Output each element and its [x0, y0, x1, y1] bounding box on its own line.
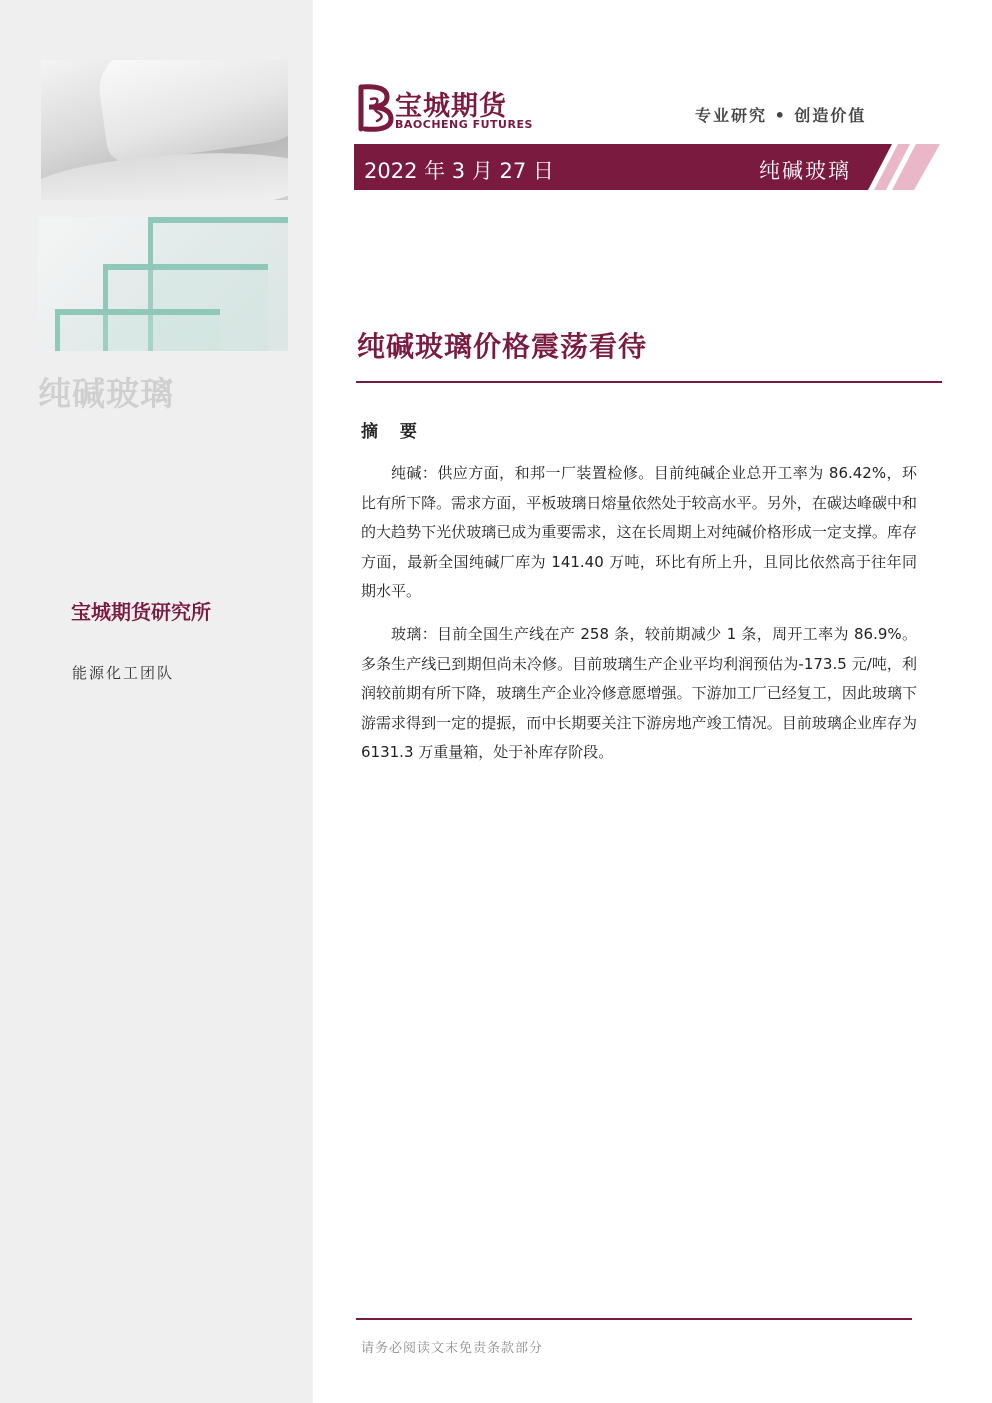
sidebar-title: 纯碱玻璃	[38, 374, 174, 413]
slogan: 专业研究 • 创造价值	[695, 106, 867, 125]
disclaimer-note: 请务必阅读文末免责条款部分	[361, 1341, 544, 1356]
sidebar	[0, 0, 313, 1403]
cover-photo-glass	[38, 217, 288, 351]
photo-fold	[94, 60, 288, 165]
report-category: 纯碱玻璃	[759, 159, 851, 183]
abstract-paragraph-glass: 玻璃：目前全国生产线在产 258 条，较前期减少 1 条，周开工率为 86.9%。多条生产线已到期但尚未冷修。目前玻璃生产企业平均利润预估为-173.5 元/吨，利润较前期有所下降，玻璃生产企业冷修意愿增强。下游加工厂已经复工，因此玻璃下游需求得到一定的提振，而中长期要关注下游房地产竣工情况。目前玻璃企业库存为 6131.3 万重量箱，处于补库存阶段。	[361, 625, 917, 761]
title-divider	[356, 381, 942, 383]
logo-text-cn: 宝城期货	[395, 91, 507, 122]
abstract-heading: 摘 要	[361, 422, 425, 442]
logo-text-en: BAOCHENG FUTURES	[395, 118, 533, 131]
glass-pane	[55, 309, 220, 351]
footer-divider	[356, 1318, 912, 1320]
institute-name: 宝城期货研究所	[71, 600, 211, 624]
team-name: 能源化工团队	[72, 664, 175, 682]
report-date: 2022 年 3 月 27 日	[364, 159, 554, 183]
report-title: 纯碱玻璃价格震荡看待	[357, 330, 648, 363]
cover-photo-textile	[41, 60, 288, 200]
abstract-paragraph-soda-ash: 纯碱：供应方面，和邦一厂装置检修。目前纯碱企业总开工率为 86.42%，环比有所下降。需求方面，平板玻璃日熔量依然处于较高水平。另外，在碳达峰碳中和的大趋势下光伏玻璃已成为重要需求，这在长周期上对纯碱价格形成一定支撑。库存方面，最新全国纯碱厂库为 141.40 万吨，环比有所上升，且同比依然高于往年同期水平。	[361, 464, 917, 600]
